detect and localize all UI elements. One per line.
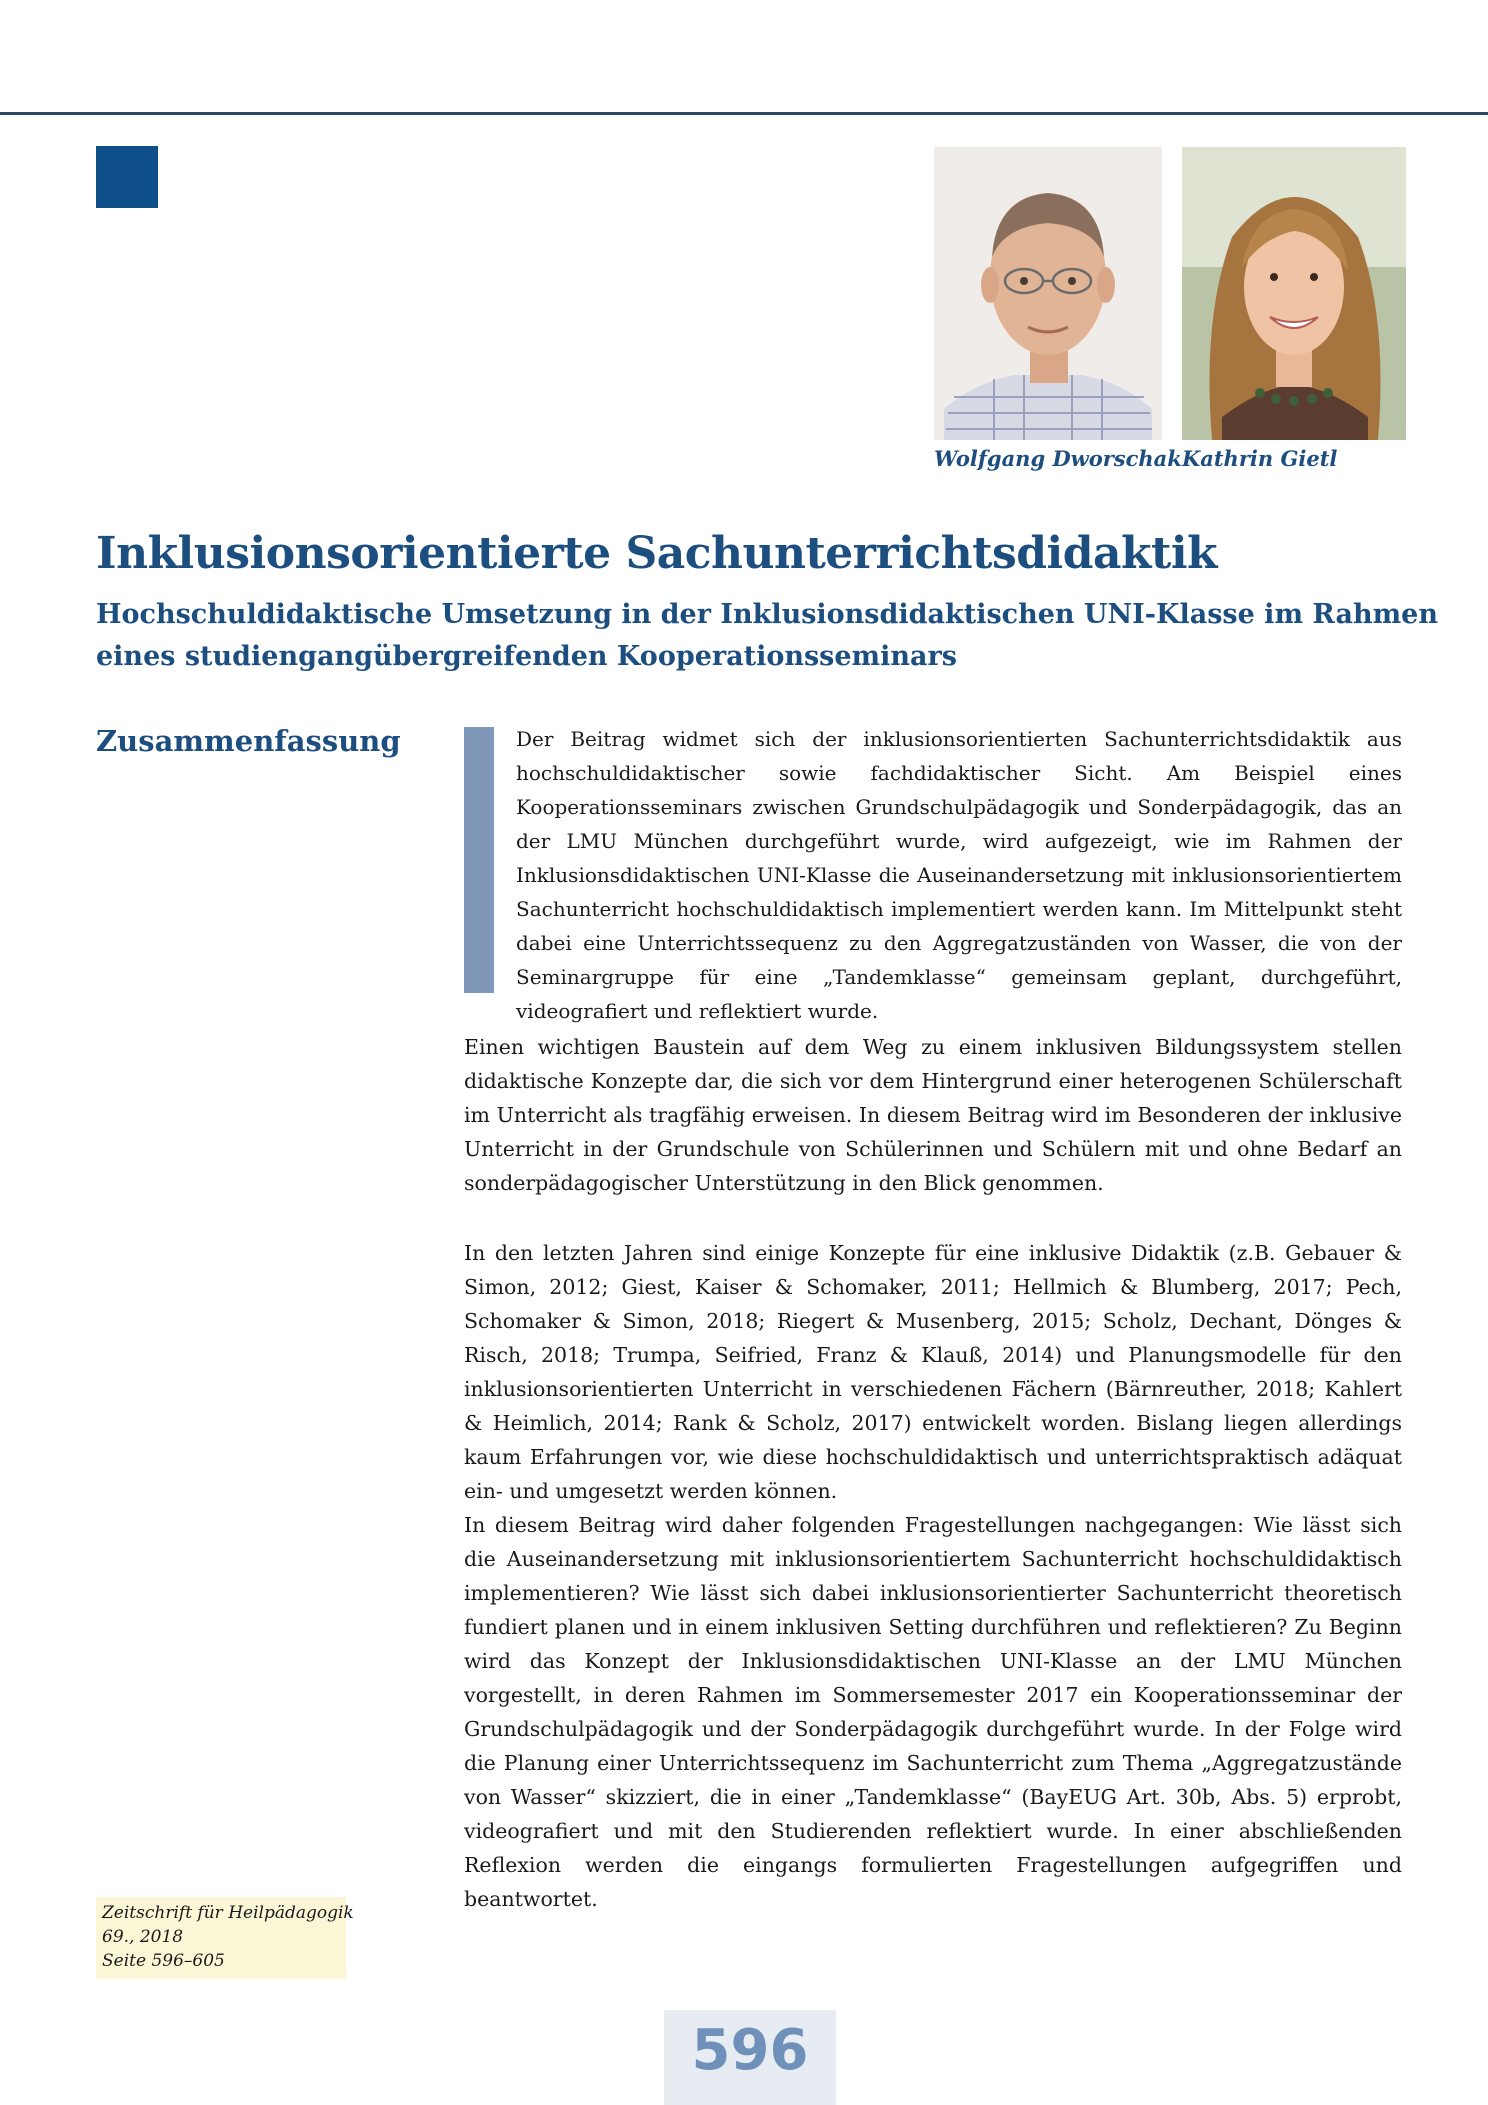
author-photo-dworschak [934,147,1162,440]
abstract-text [516,722,1402,1028]
abstract-side-bar [464,727,494,993]
page-number: 596 [691,2018,809,2083]
paragraph-text: In den letzten Jahren sind einige Konzepte für eine inklusive Didaktik (z.B. Gebauer & Simon, 2012; Giest, Kaiser & Schomaker, 2011; Hellmich & Blumberg, 2017; Pech, Schomaker & Simon, 2018; Riegert & Musenberg, 2015; Scholz, Dechant, Dönges & Risch, 2018; Trumpa, Seifried, Franz & Klauß, 2014) und Planungsmodelle für den inklusionsorientierten Unterricht in verschiedenen Fächern (Bärnreuther, 2018; Kahlert & Heimlich, 2014; Rank & Scholz, 2017) entwickelt worden. Bislang liegen allerdings kaum Erfahrungen vor, wie diese hochschuldidaktisch und unterrichtspraktisch adäquat ein- und umgesetzt werden können. [464,1241,1402,1503]
article-subtitle [96,594,1438,678]
body-paragraph-1 [464,1030,1402,1200]
paragraph-text: Einen wichtigen Baustein auf dem Weg zu einem inklusiven Bildungssystem stellen didaktische Konzepte dar, die sich vor dem Hintergrund einer heterogenen Schülerschaft im Unterricht als tragfähig erweisen. In diesem Beitrag wird im Besonderen der inklusive Unterricht in der Grundschule von Schülerinnen und Schülern mit und ohne Bedarf an sonderpädagogischer Unterstützung in den Blick genommen. [464,1035,1402,1195]
paragraph-text: In diesem Beitrag wird daher folgenden Fragestellungen nachgegangen: Wie lässt sich die Auseinandersetzung mit inklusionsorientiertem Sachunterricht hochschuldidaktisch implementieren? Wie lässt sich dabei inklusionsorientierter Sachunterricht theoretisch fundiert planen und in einem inklusiven Setting durchführen und reflektieren? Zu Beginn wird das Konzept der Inklusionsdidaktischen UNI-Klasse an der LMU München vorgestellt, in deren Rahmen im Sommersemester 2017 ein Kooperationsseminar der Grundschulpädagogik und der Sonderpädagogik durchgeführt wurde. In der Folge wird die Planung einer Unterrichtssequenz im Sachunterricht zum Thema „Aggregatzustände von Wasser“ skizziert, die in einer „Tandemklasse“ (BayEUG Art. 30b, Abs. 5) erprobt, videografiert und mit den Studierenden reflektiert wurde. In einer abschließenden Reflexion werden die eingangs formulierten Fragestellungen aufgegriffen und beantwortet. [464,1513,1402,1911]
author-portrait-male-icon [934,147,1162,440]
journal-volume: 69., 2018 [102,1927,184,1947]
abstract-heading: Zusammenfassung [96,724,401,758]
journal-citation-box [96,1897,354,1979]
subtitle-line-1: Hochschuldidaktische Umsetzung in der Inklusionsdidaktischen UNI-Klasse im Rahmen [96,599,1438,630]
subtitle-line-2: eines studiengangübergreifenden Kooperationsseminars [96,641,957,672]
article-title: Inklusionsorientierte Sachunterrichtsdidaktik [96,528,1218,579]
journal-pages: Seite 596–605 [102,1951,225,1971]
body-paragraph-2 [464,1236,1402,1508]
author-photo-gietl [1182,147,1406,440]
journal-name: Zeitschrift für Heilpädagogik [102,1903,354,1923]
page-number-box [664,2010,836,2105]
author-name-1: Wolfgang Dworschak [934,446,1182,471]
body-paragraph-3 [464,1508,1402,1916]
abstract-paragraph: Der Beitrag widmet sich der inklusionsorientierten Sachunterrichtsdidaktik aus hochschuldidaktischer sowie fachdidaktischer Sicht. Am Beispiel eines Kooperationsseminars zwischen Grundschulpädagogik und Sonderpädagogik, das an der LMU München durchgeführt wurde, wird aufgezeigt, wie im Rahmen der Inklusionsdidaktischen UNI-Klasse die Auseinandersetzung mit inklusionsorientiertem Sachunterricht hochschuldidaktisch implementiert werden kann. Im Mittelpunkt steht dabei eine Unterrichtssequenz zu den Aggregatzuständen von Wasser, die von der Seminargruppe für eine „Tandemklasse“ gemeinsam geplant, durchgeführt, videografiert und reflektiert wurde. [516,727,1402,1023]
author-name-2: Kathrin Gietl [1182,446,1338,471]
section-marker-square [96,146,158,208]
author-portrait-female-icon [1182,147,1406,440]
header-rule [0,112,1488,115]
